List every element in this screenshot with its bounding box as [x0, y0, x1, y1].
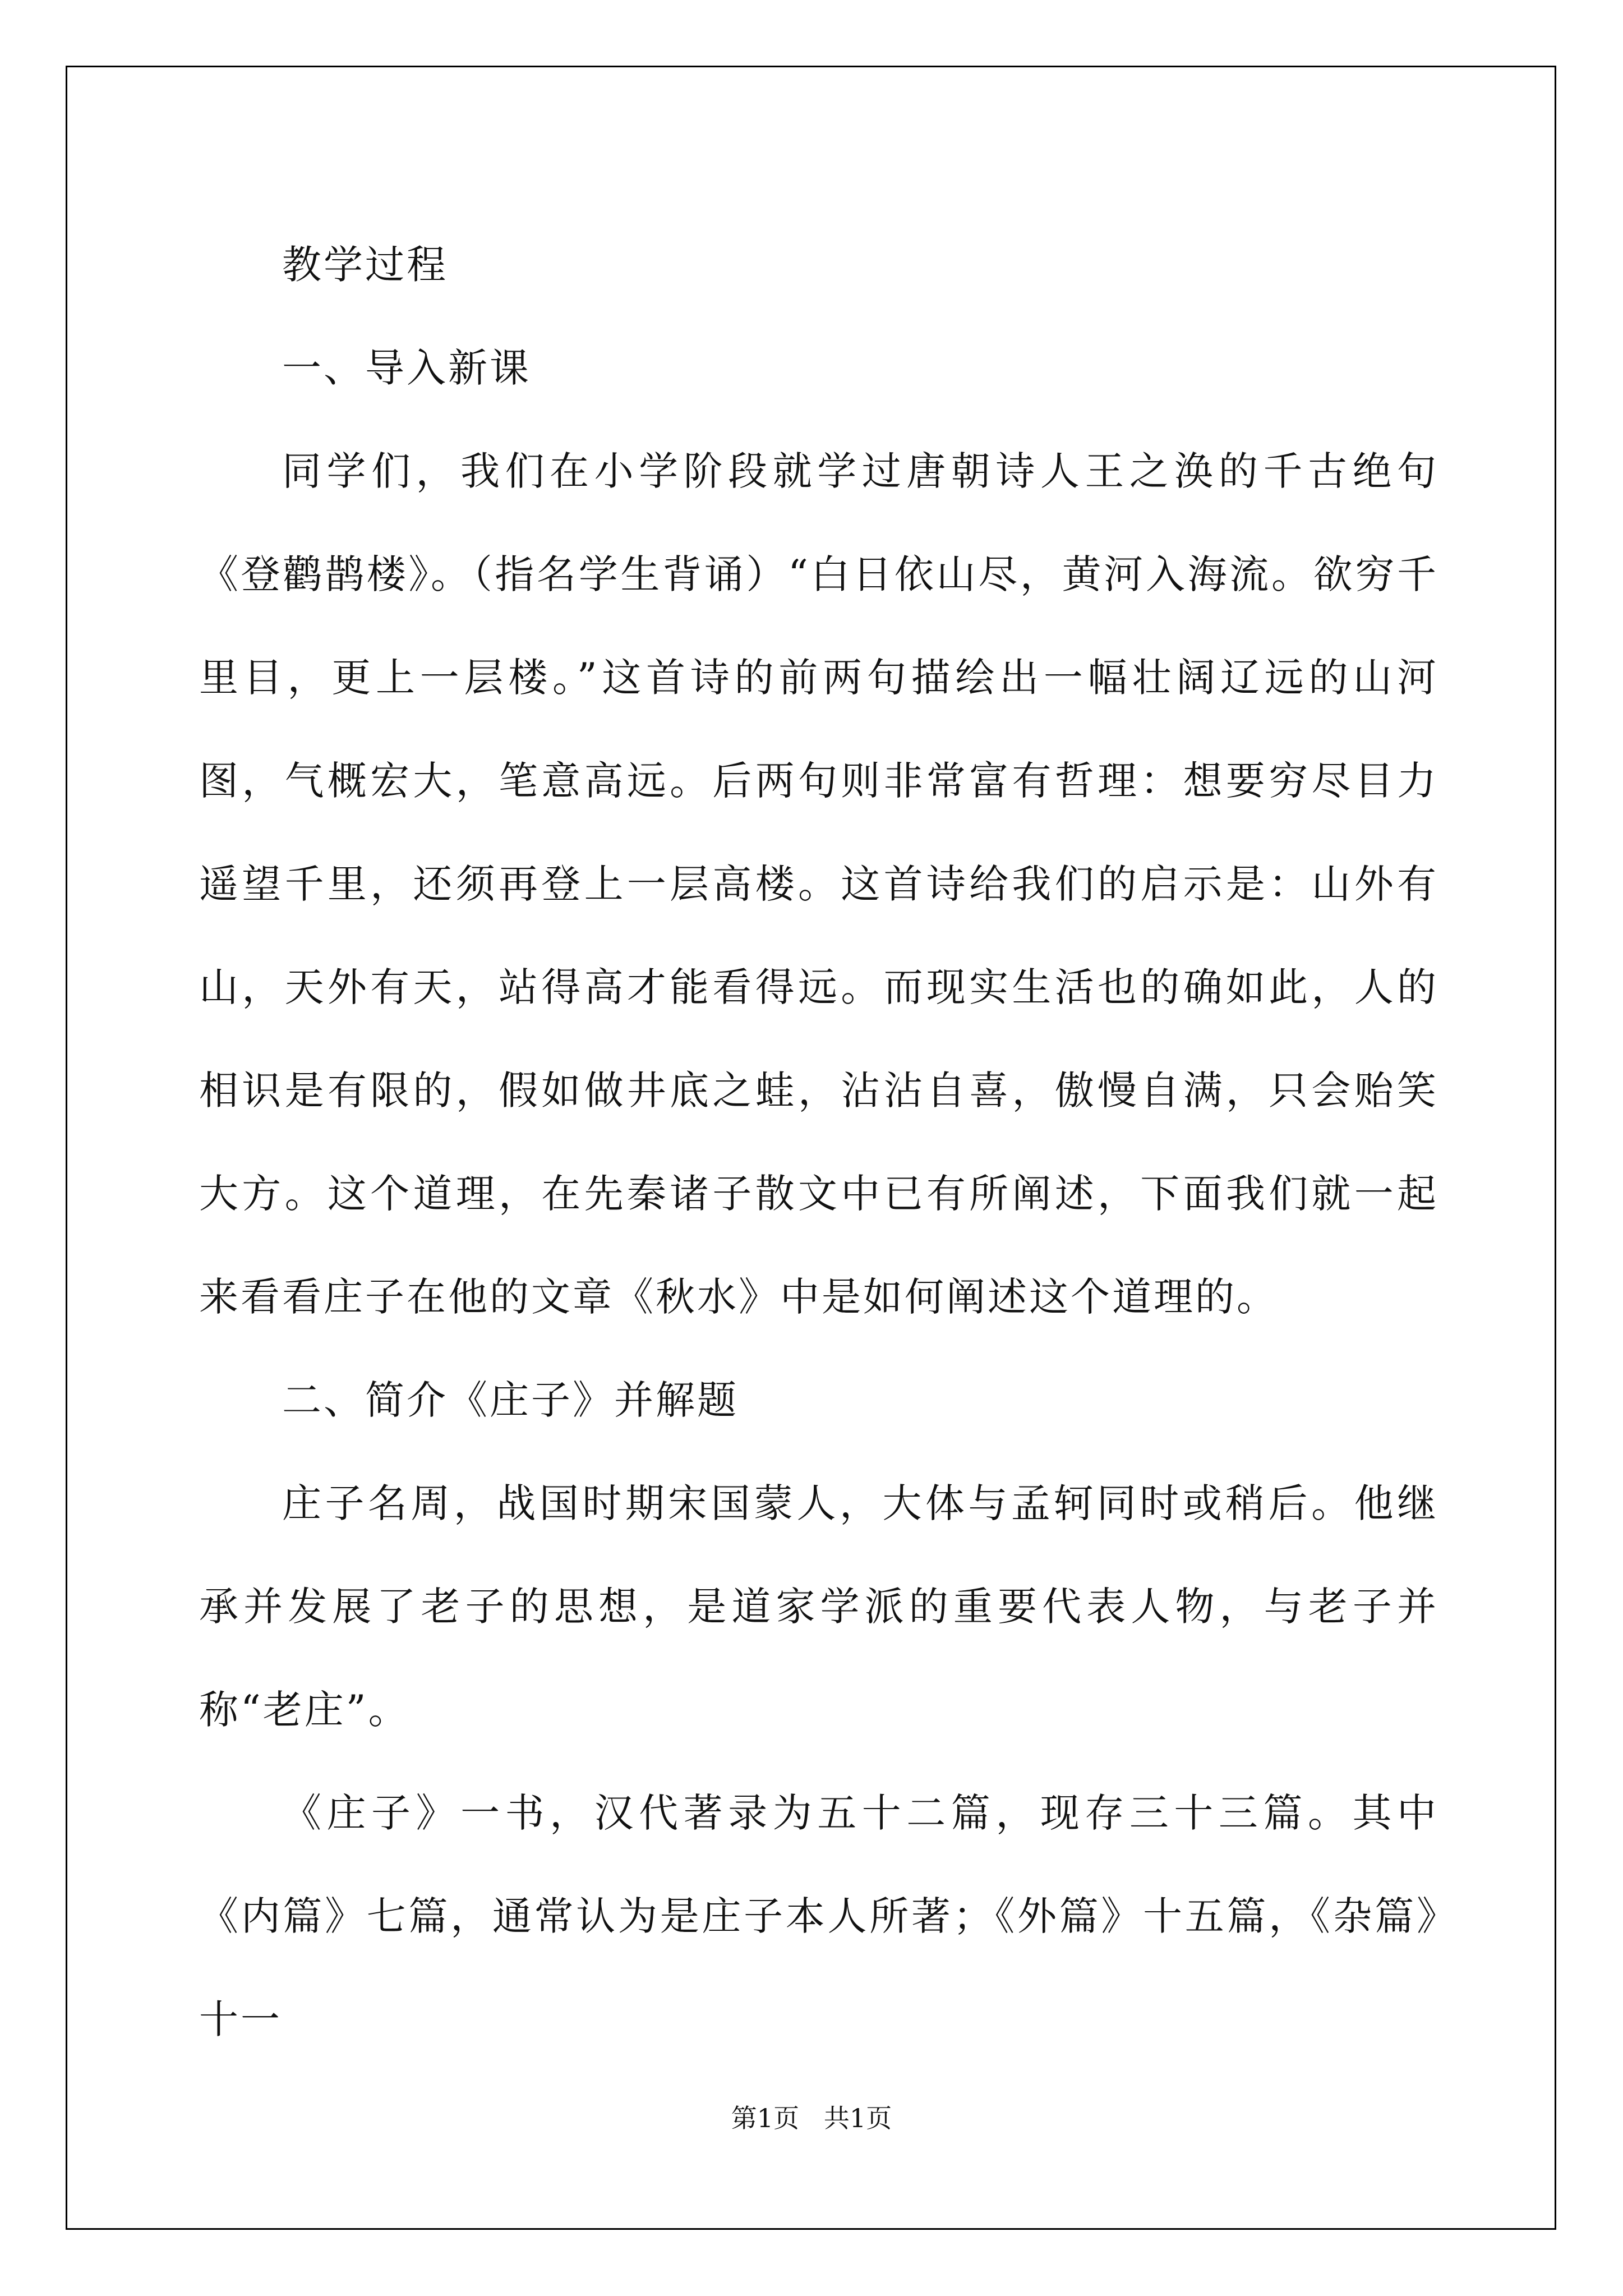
paragraph-zhuangzi-book: 《庄子》一书，汉代著录为五十二篇，现存三十三篇。其中《内篇》七篇，通常认为是庄子本人所著；《外篇》十五篇，《杂篇》十一 [199, 1790, 1438, 2042]
section-heading-zhuangzi: 二、简介《庄子》并解题 [282, 1377, 739, 1423]
heading-teaching-process: 教学过程 [282, 242, 448, 288]
paragraph-intro: 同学们，我们在小学阶段就学过唐朝诗人王之涣的千古绝句《登鹳鹊楼》。（指名学生背诵）“白日依山尽，黄河入海流。欲穷千里目，更上一层楼。”这首诗的前两句描绘出一幅壮阔辽远的山河图，气概宏大，笔意高远。后两句则非常富有哲理：想要穷尽目力遥望千里，还须再登上一层高楼。这首诗给我们的启示是：山外有山，天外有天，站得高才能看得远。而现实生活也的确如此，人的相识是有限的，假如做井底之蛙，沾沾自喜，傲慢自满，只会贻笑大方。这个道理，在先秦诸子散文中已有所阐述，下面我们就一起来看看庄子在他的文章《秋水》中是如何阐述这个道理的。 [199, 448, 1438, 1320]
paragraph-zhuangzi-bio: 庄子名周，战国时期宋国蒙人，大体与孟轲同时或稍后。他继承并发展了老子的思想，是道家学派的重要代表人物，与老子并称“老庄”。 [199, 1480, 1438, 1733]
page-footer: 第1页 共1页 [731, 2103, 892, 2133]
section-heading-intro: 一、导入新课 [282, 345, 531, 391]
document-body [199, 213, 1438, 2071]
